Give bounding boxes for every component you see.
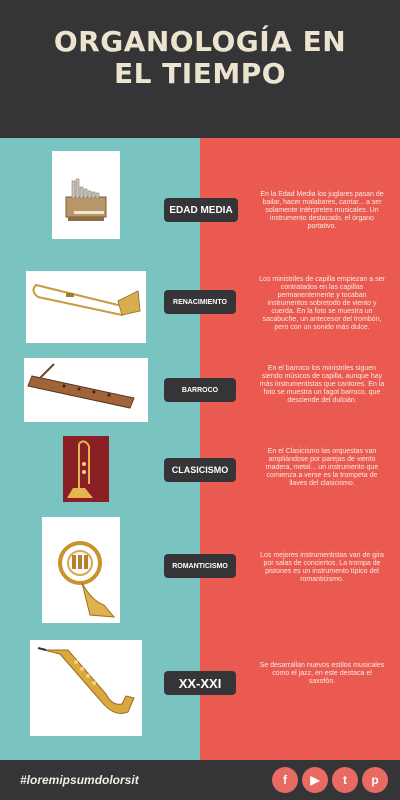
era-label-renacimiento: RENACIMIENTO xyxy=(164,290,236,314)
era-label-xx-xxi: XX-XXI xyxy=(164,671,236,695)
era-description-xx-xxi: Se desarrallan nuevos estilos musicales como el jazz, en este destaca el saxofón. xyxy=(259,662,385,685)
twitter-icon[interactable]: t xyxy=(332,767,358,793)
footer xyxy=(0,760,400,800)
era-label-clasicismo: CLASICISMO xyxy=(164,458,236,482)
era-description-renacimiento: Los ministriles de capilla empiezan a ser contratados en las capillas permanentemente y tocaban instrumentos sobretodo de viento y cuerda. En la foto se muestra un sacabuche, un antecesor del trombón, pero con un sonido más dulce. xyxy=(259,276,385,331)
era-description-clasicismo: En el Clasicismo las orquestas van ampliándose por parejas de viento madera, metal... un instrumento que comienza a verse es la trompeta de llaves del clasicismo. xyxy=(265,448,379,487)
header xyxy=(0,0,400,138)
era-label-romanticismo: ROMANTICISMO xyxy=(164,554,236,578)
era-label-barroco: BARROCO xyxy=(164,378,236,402)
sackbut-image xyxy=(26,271,146,343)
pinterest-icon[interactable]: p xyxy=(362,767,388,793)
saxophone-image xyxy=(30,640,142,736)
era-description-edad-media: En la Edad Media los juglares pasan de bailar, hacer malabares, cantar... a ser solamente intérpretes musicales. Un instrumento destacado, el órgano portativo. xyxy=(260,191,384,230)
french-horn-image xyxy=(42,517,120,623)
youtube-icon[interactable]: ▶ xyxy=(302,767,328,793)
keyed-trumpet-image xyxy=(63,436,109,502)
portative-organ-image xyxy=(52,151,120,239)
page-title xyxy=(0,26,400,90)
facebook-icon[interactable]: f xyxy=(272,767,298,793)
baroque-bassoon-image xyxy=(24,358,148,422)
hashtag: #loremipsumdolorsit xyxy=(20,773,139,787)
era-description-romanticismo: Los mejores instrumentistas van de gira por salas de conciertos. La trompa de pistones es un instrumento típico del romanticismo. xyxy=(260,552,384,583)
title-line-1: ORGANOLOGÍA EN xyxy=(53,25,347,58)
title-line-2: EL TIEMPO xyxy=(113,57,287,90)
era-description-barroco: En el barroco los ministriles siguen siendo músicos de capilla, aunque hay más instrumentistas que cantores. En la foto se muestra un fagot barroco, que desciende del dulcián. xyxy=(259,365,385,404)
era-label-edad-media: EDAD MEDIA xyxy=(164,198,238,222)
